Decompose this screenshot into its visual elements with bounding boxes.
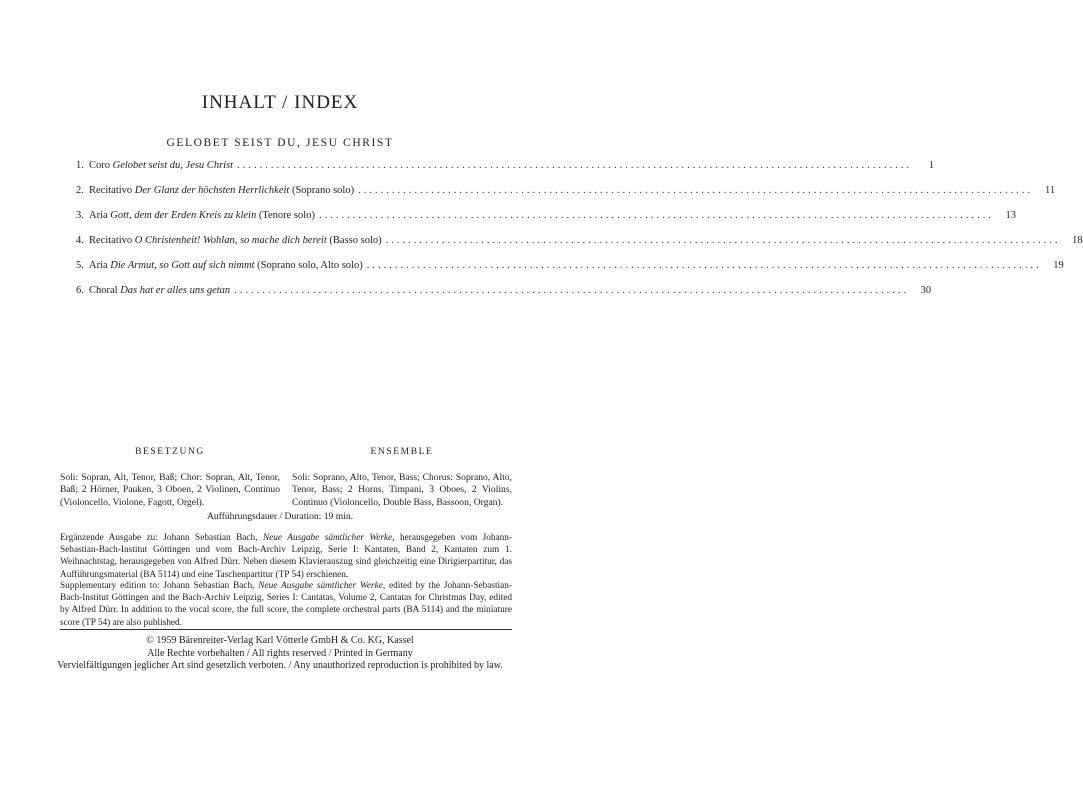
besetzung-column [60,446,280,509]
leader-dots: ........................................................................................................................ [237,160,913,171]
copyright-block [0,635,560,673]
rights-line: Alle Rechte vorbehalten / All rights reserved / Printed in Germany [147,647,413,659]
besetzung-heading: BESETZUNG [135,447,205,457]
toc-page-number: 18 [1072,235,1083,246]
toc-page-number: 19 [1053,260,1064,271]
toc-entry [76,260,1064,285]
toc-title: Choral Das hat er alles uns getan [89,285,231,296]
copyright-line: © 1959 Bärenreiter-Verlag Karl Vötterle GmbH & Co. KG, Kassel [146,635,414,646]
toc-page-number: 30 [920,285,932,296]
divider [60,629,512,630]
toc-number: 5. [76,260,84,271]
toc-number: 4. [76,235,84,246]
performance-duration: Aufführungsdauer / Duration: 19 min. [206,511,354,522]
toc-title: Aria Die Armut, so Gott auf sich nimmt (Soprano solo, Alto solo) [89,260,363,271]
toc-entry [76,235,1083,260]
supplementary-note-german: Ergänzende Ausgabe zu: Johann Sebastian Bach, Neue Ausgabe sämtlicher Werke, herausgegeben vom Johann-Sebastian-Bach-Institut Göttingen und vom Bach-Archiv Leipzig, Serie I: Kantaten, Band 2, Kantaten zum 1. Weihnachtstag, herausgegeben von Alfred Dürr. Neben diesem Klavierauszug sind gleichzeitig eine Dirigierpartitur, das Aufführungsmaterial (BA 5114) und eine Taschenpartitur (TP 54) erschienen. [60,533,513,580]
toc-page-number: 11 [1044,185,1056,196]
toc-entry [76,210,1016,235]
cantata-title: GELOBET SEIST DU, JESU CHRIST [166,137,394,149]
supplementary-note-english: Supplementary edition to: Johann Sebastian Bach, Neue Ausgabe sämtlicher Werke, edited by the Johann-Sebastian-Bach-Institut Göttingen and the Bach-Archiv Leipzig, Series I: Cantatas, Volume 2, Cantatas for Christmas Day, edited by Alfred Dürr. In addition to the vocal score, the full score, the complete orchestral parts (BA 5114) and the miniature score (TP 54) are also published. [60,581,513,628]
besetzung-text: Soli: Sopran, Alt, Tenor, Baß; Chor: Sopran, Alt, Tenor, Baß; 2 Hörner, Pauken, 3 Oboen, 2 Violinen, Continuo (Violoncello, Violone, Fagott, Orgel). [60,471,280,508]
leader-dots: ........................................................................................................................ [385,235,1061,246]
toc-entry [76,285,932,310]
toc-title: Recitativo Der Glanz der höchsten Herrlichkeit (Soprano solo) [89,185,355,196]
scoring-section [60,446,512,509]
table-of-contents [76,160,1083,310]
ensemble-text: Soli: Soprano, Alto, Tenor, Bass; Chorus: Soprano, Alto, Tenor, Bass; 2 Horns, Timpani, 3 Oboes, 2 Violins, Continuo (Violoncello, Double Bass, Bassoon, Organ). [292,471,512,508]
toc-entry [76,185,1056,210]
leader-dots: ........................................................................................................................ [358,185,1034,196]
reproduction-line: Vervielfältigungen jeglicher Art sind gesetzlich verboten. / Any unauthorized reproduction is prohibited by law. [57,660,503,672]
toc-number: 6. [76,285,84,296]
ensemble-heading: ENSEMBLE [370,447,434,457]
toc-number: 3. [76,210,84,221]
toc-page-number: 1 [928,160,935,171]
toc-entry [76,160,935,185]
leader-dots: ........................................................................................................................ [366,260,1042,271]
toc-title: Coro Gelobet seist du, Jesu Christ [89,160,234,171]
toc-title: Aria Gott, dem der Erden Kreis zu klein (Tenore solo) [89,210,315,221]
leader-dots: ........................................................................................................................ [318,210,994,221]
ensemble-column [292,446,512,509]
toc-number: 2. [76,185,84,196]
leader-dots: ........................................................................................................................ [234,285,910,296]
toc-number: 1. [76,160,84,171]
page-title: INHALT / INDEX [201,92,359,113]
toc-title: Recitativo O Christenheit! Wohlan, so mache dich bereit (Basso solo) [89,235,382,246]
toc-page-number: 13 [1005,210,1016,221]
